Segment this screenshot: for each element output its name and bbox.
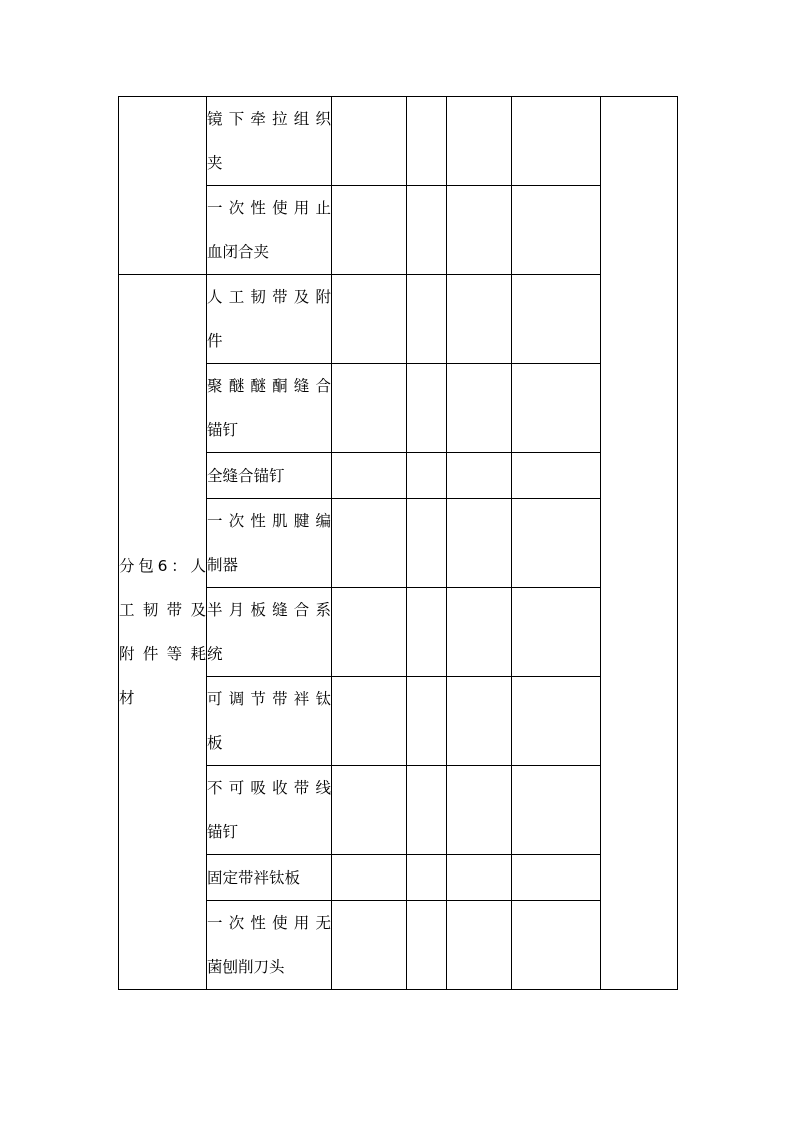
package-cell-previous <box>119 97 207 275</box>
empty-cell <box>512 855 601 901</box>
empty-cell <box>407 97 447 186</box>
empty-cell <box>447 901 512 990</box>
empty-cell <box>332 364 407 453</box>
item-name-cell: 半月板缝合系 统 <box>207 588 332 677</box>
table-row <box>119 275 678 364</box>
empty-cell <box>332 766 407 855</box>
empty-cell <box>332 186 407 275</box>
empty-cell <box>407 588 447 677</box>
empty-cell <box>407 453 447 499</box>
remarks-cell <box>601 97 678 990</box>
table-row <box>119 97 678 186</box>
empty-cell <box>447 855 512 901</box>
empty-cell <box>512 453 601 499</box>
item-name-cell: 聚醚醚酮缝合 锚钉 <box>207 364 332 453</box>
item-name-cell: 全缝合锚钉 <box>207 453 332 499</box>
empty-cell <box>512 677 601 766</box>
empty-cell <box>332 499 407 588</box>
item-name-cell: 不可吸收带线 锚钉 <box>207 766 332 855</box>
empty-cell <box>512 364 601 453</box>
empty-cell <box>407 499 447 588</box>
empty-cell <box>447 677 512 766</box>
item-name-cell: 镜下牵拉组织 夹 <box>207 97 332 186</box>
empty-cell <box>447 186 512 275</box>
empty-cell <box>512 588 601 677</box>
empty-cell <box>407 766 447 855</box>
empty-cell <box>447 499 512 588</box>
empty-cell <box>407 186 447 275</box>
empty-cell <box>332 588 407 677</box>
item-name-cell: 固定带袢钛板 <box>207 855 332 901</box>
empty-cell <box>447 588 512 677</box>
empty-cell <box>407 275 447 364</box>
empty-cell <box>407 677 447 766</box>
consumables-table <box>118 96 678 990</box>
empty-cell <box>447 275 512 364</box>
empty-cell <box>332 453 407 499</box>
empty-cell <box>447 364 512 453</box>
empty-cell <box>447 97 512 186</box>
empty-cell <box>332 855 407 901</box>
empty-cell <box>512 186 601 275</box>
empty-cell <box>332 901 407 990</box>
item-name-cell: 一次性肌腱编 制器 <box>207 499 332 588</box>
empty-cell <box>332 275 407 364</box>
package-6-cell: 分包6：人 工韧带及 附件等耗 材 <box>119 275 207 990</box>
empty-cell <box>512 901 601 990</box>
item-name-cell: 人工韧带及附 件 <box>207 275 332 364</box>
item-name-cell: 一次性使用无 菌刨削刀头 <box>207 901 332 990</box>
empty-cell <box>407 855 447 901</box>
empty-cell <box>512 275 601 364</box>
empty-cell <box>447 766 512 855</box>
item-name-cell: 一次性使用止 血闭合夹 <box>207 186 332 275</box>
empty-cell <box>447 453 512 499</box>
empty-cell <box>332 97 407 186</box>
empty-cell <box>407 901 447 990</box>
empty-cell <box>512 766 601 855</box>
empty-cell <box>407 364 447 453</box>
item-name-cell: 可调节带袢钛 板 <box>207 677 332 766</box>
empty-cell <box>512 97 601 186</box>
empty-cell <box>512 499 601 588</box>
empty-cell <box>332 677 407 766</box>
